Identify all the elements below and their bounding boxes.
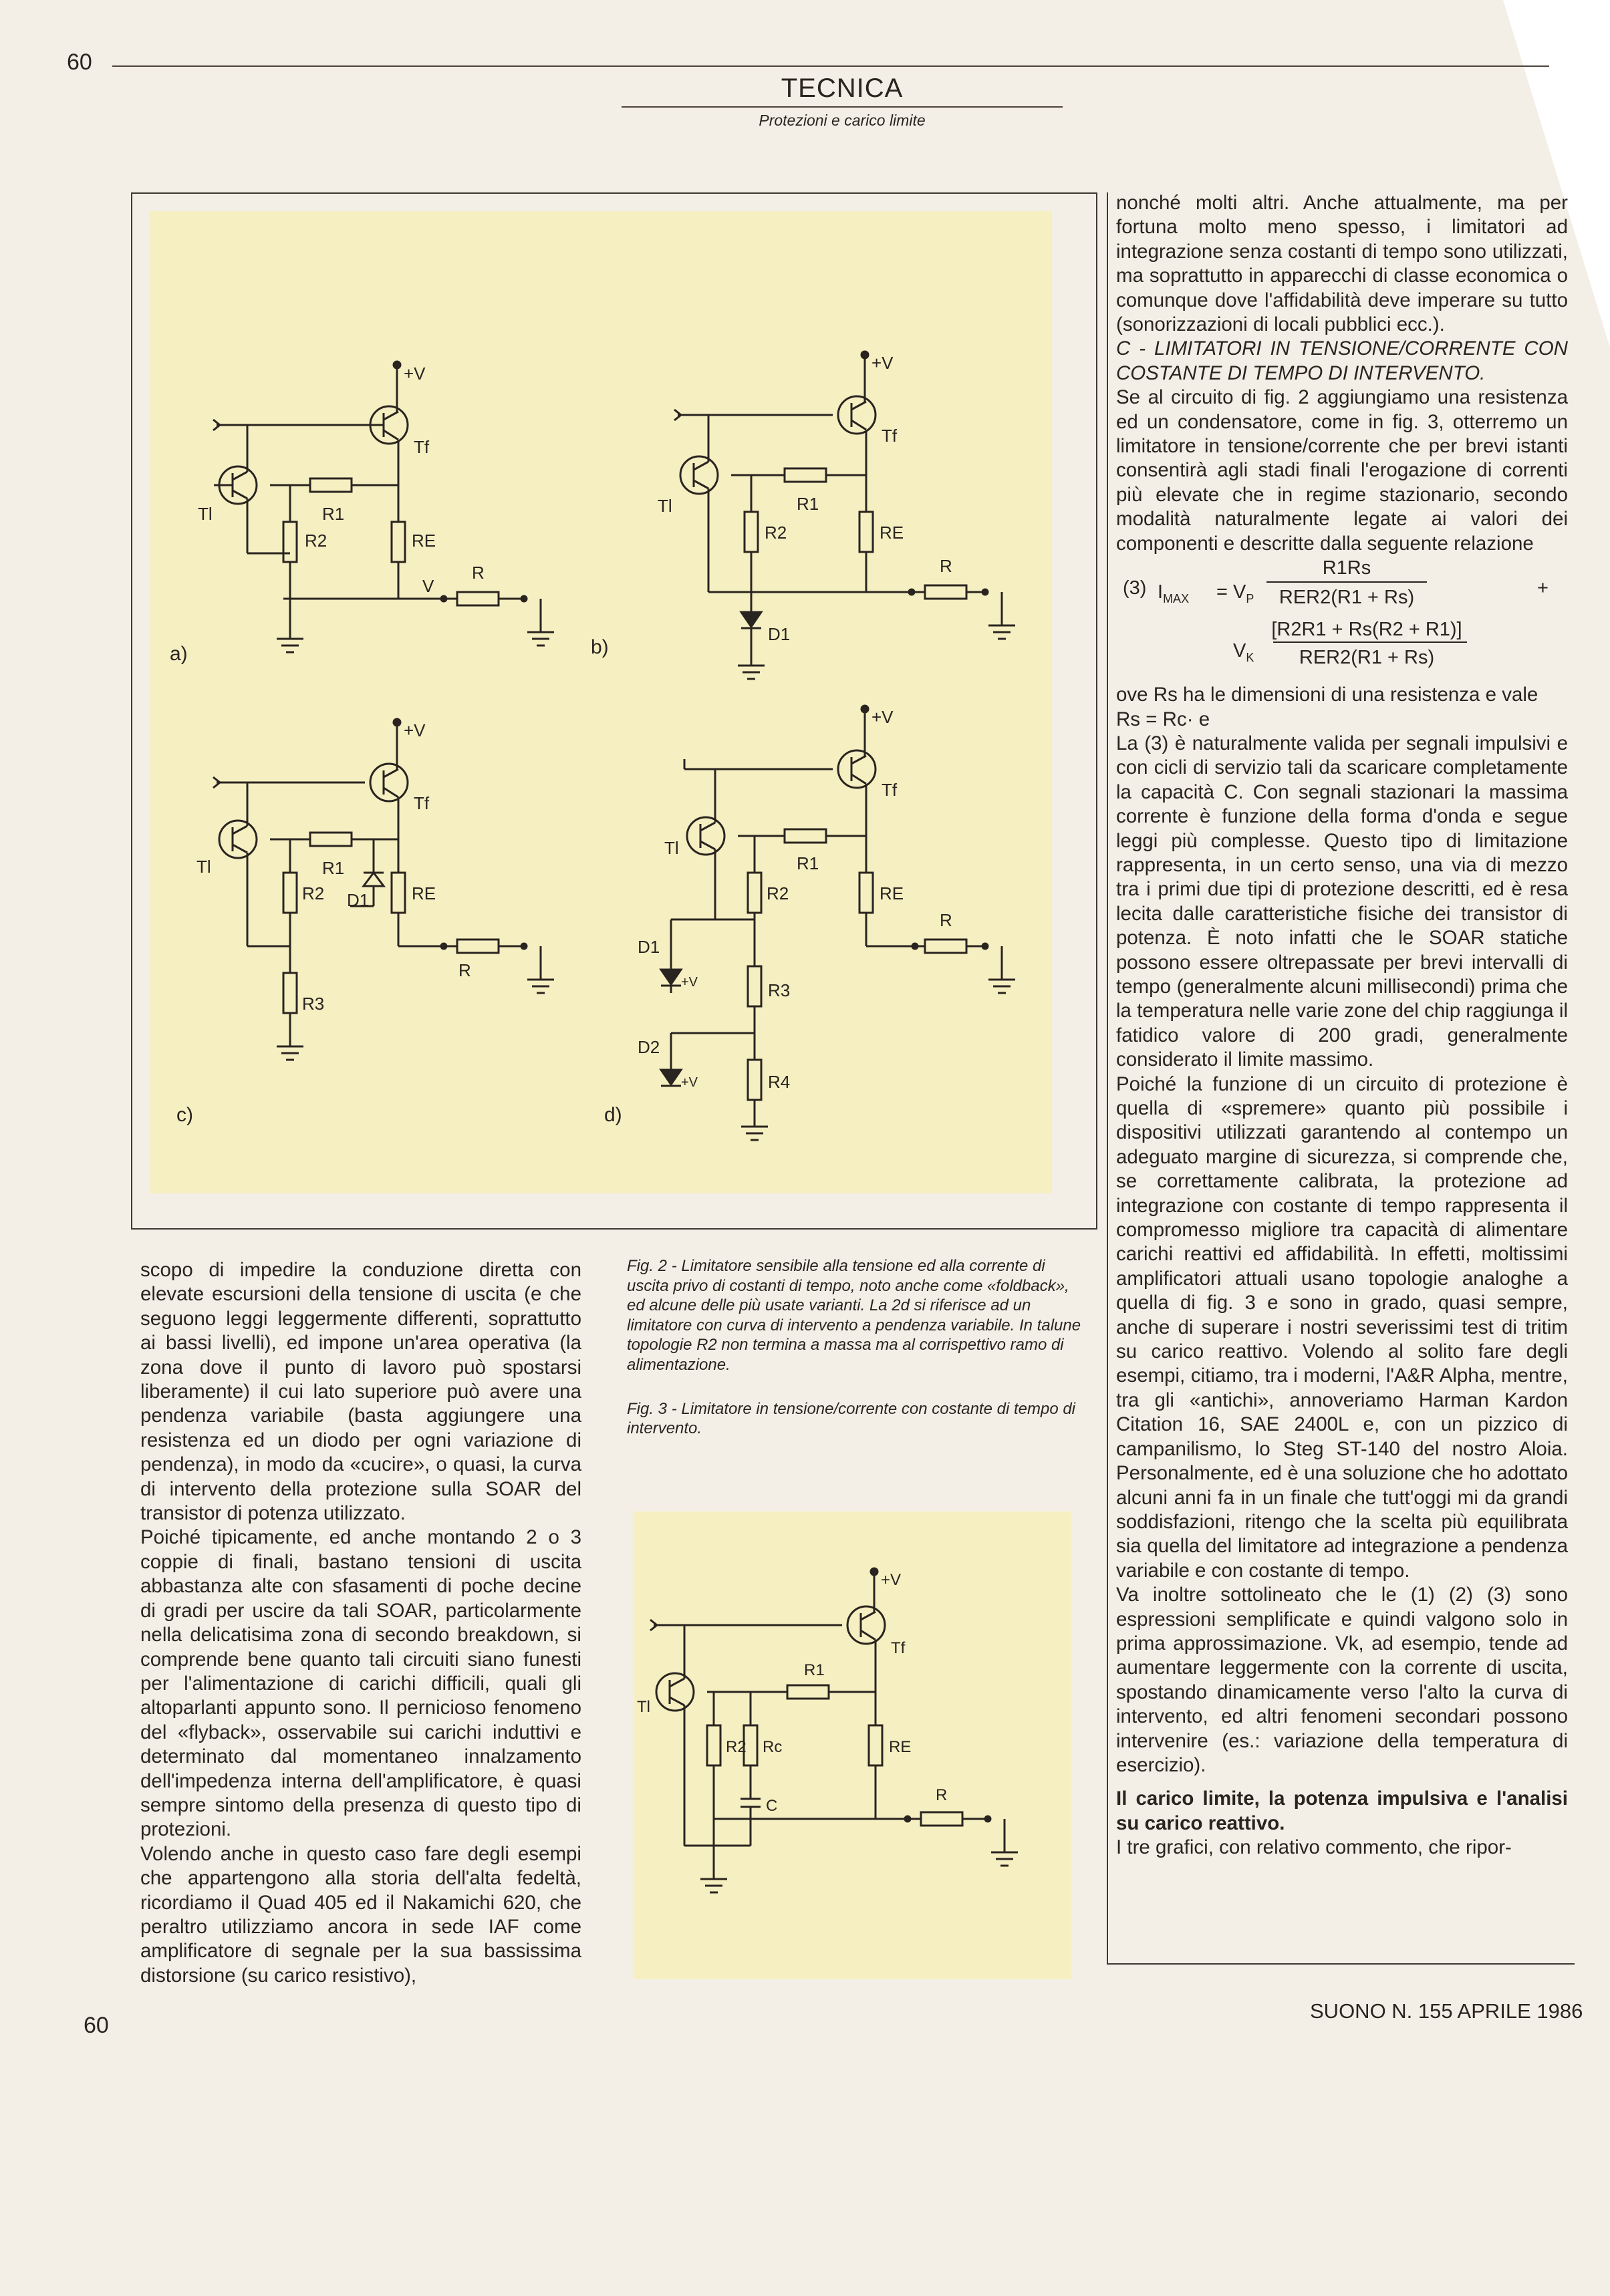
circuit-panel-c <box>176 719 554 1126</box>
label-vplus-b: +V <box>871 353 894 373</box>
eq-imax <box>1158 580 1189 611</box>
circuit-panel-d <box>604 706 1015 1140</box>
circuit-panel-a <box>170 362 554 665</box>
eq-vk-subscript: K <box>1246 650 1254 664</box>
label-r1-c: R1 <box>322 858 345 878</box>
fig3-label-r: R <box>936 1786 948 1804</box>
label-re-d: RE <box>880 883 904 903</box>
label-r-d: R <box>940 910 952 930</box>
page-number-bottom: 60 <box>84 2013 109 2038</box>
label-tl-d: Tl <box>664 838 679 858</box>
section-header <box>622 74 1063 130</box>
column-divider <box>1107 192 1108 1965</box>
eq-label: (3) <box>1123 577 1147 599</box>
label-re-a: RE <box>412 531 436 551</box>
fig3-label-rc: Rc <box>763 1738 783 1756</box>
col3-bold-heading: Il carico limite, la potenza impulsiva e l'analisi su carico reattivo. <box>1116 1787 1568 1834</box>
label-r2-a: R2 <box>305 531 327 551</box>
panel-label-a: a) <box>170 643 188 665</box>
column-3 <box>1116 191 1568 1860</box>
eq-imax-subscript: MAX <box>1163 591 1190 605</box>
fig3-label-r1: R1 <box>804 1661 825 1679</box>
eq-vp-symbol: = V <box>1216 581 1246 603</box>
label-r-c: R <box>458 960 471 980</box>
eq-den2: RER2(R1 + Rs) <box>1299 647 1435 669</box>
label-r1-a: R1 <box>322 504 345 524</box>
col3-heading-c: C - LIMITATORI IN TENSIONE/CORRENTE CON COSTANTE DI TEMPO DI INTERVENTO. <box>1116 337 1568 384</box>
label-tf-a: Tf <box>414 437 430 457</box>
eq-vk-symbol: V <box>1233 640 1246 662</box>
panel-label-d: d) <box>604 1104 622 1126</box>
journal-footer: SUONO N. 155 APRILE 1986 <box>1310 1999 1583 2023</box>
caption-fig-2: Fig. 2 - Limitatore sensibile alla tensione ed alla corrente di uscita privo di costanti di tempo, noto anche come «foldback», ed alcune delle più usate varianti. La 2d si riferisce ad un limitatore con curva di intervento a pendenza variabile. In talune topologie R2 non termina a massa ma al corrispettivo ramo di alimentazione. <box>627 1257 1081 1374</box>
label-r1-d: R1 <box>797 853 819 873</box>
label-r4-d: R4 <box>768 1072 791 1092</box>
fig3-label-re: RE <box>889 1738 912 1756</box>
eq-bar2 <box>1273 641 1467 643</box>
label-r-b: R <box>940 556 952 576</box>
col3-paragraph-6: Va inoltre sottolineato che le (1) (2) (3) sono espressioni semplificate e quindi valgono solo in prima approssimazione. Vk, ad esempio, tende ad aumentare leggermente con la corrente di uscita, spostando dinamicamente verso l'alto la curva di intervento, ed altri fenomeni secondari possono intervenire (es.: variazione della temperatura di esercizio). <box>1116 1584 1568 1776</box>
col3-paragraph-1: nonché molti altri. Anche attualmente, ma per fortuna molto meno spesso, i limitatori ad integrazione senza costanti di tempo sono utilizzati, ma soprattutto in apparecchi di classe economica o comunque dove l'affidabilità deve imperare su tutto (sonorizzazioni di locali pubblici ecc.). <box>1116 192 1568 336</box>
eq-vk <box>1233 639 1254 670</box>
section-title: TECNICA <box>781 74 904 103</box>
label-d1-c: D1 <box>347 890 370 910</box>
fig3-label-r2: R2 <box>726 1738 747 1756</box>
section-subtitle: Protezioni e carico limite <box>759 112 926 129</box>
label-r-a: R <box>472 563 485 583</box>
label-tf-d: Tf <box>882 780 898 800</box>
panel-label-c: c) <box>176 1104 193 1126</box>
figure-2-circuits <box>150 211 1052 1193</box>
label-r3-d: R3 <box>768 980 791 1000</box>
label-tf-b: Tf <box>882 426 898 446</box>
eq-vp <box>1216 580 1254 611</box>
eq-num1: R1Rs <box>1322 557 1371 579</box>
section-rule <box>622 106 1063 108</box>
label-re-b: RE <box>880 523 904 543</box>
column-1 <box>140 1258 581 1988</box>
label-r2-c: R2 <box>302 883 325 903</box>
figure-3-circuit <box>634 1512 1071 1979</box>
col3-paragraph-2: Se al circuito di fig. 2 aggiungiamo una resistenza ed un condensatore, come in fig. 3, otterremo un limitatore in tensione/corrente che per brevi istanti consentirà agli stadi finali l'erogazione di correnti più elevate che in regime stazionario, secondo modalità naturalmente legate ai valori dei componenti e descritte dalla seguente relazione <box>1116 386 1568 555</box>
label-r3-c: R3 <box>302 994 325 1014</box>
col3-rs-definition: Rs = Rc· e <box>1116 708 1210 730</box>
label-r2-d: R2 <box>767 883 789 903</box>
col1-paragraph-2: Poiché tipicamente, ed anche montando 2 o 3 coppie di finali, bastano tensioni di uscita abbastanza alte con sfasamenti di poche decine di gradi per uscire da tali SOAR, particolarmente nella delicatisima zona di secondo breakdown, si comprende bene quanto tali circuiti siano funesti per l'alimentazione di carichi difficili, quali gli altoparlanti appunto sono. Il pernicioso fenomeno del «flyback», osservabile sui carichi induttivi e determinato dal momentaneo innalzamento dell'impedenza interna dell'amplificatore, è quasi sempre sintomo della presenza di questo tipo di protezioni. <box>140 1526 581 1841</box>
label-d1-b: D1 <box>768 624 791 644</box>
label-vplus-c: +V <box>404 720 426 740</box>
label-re-c: RE <box>412 883 436 903</box>
label-vplus-d2: +V <box>681 1075 698 1090</box>
fig3-label-vplus: +V <box>881 1571 902 1589</box>
label-vplus-d1: +V <box>681 975 698 990</box>
label-d1-d: D1 <box>638 937 660 957</box>
col1-paragraph-1: scopo di impedire la conduzione diretta con elevate escursioni della tensione di uscita (e che seguono leggi leggermente differenti, soprattutto ai bassi livelli), ed impone un'area operativa (la zona dove il punto di lavoro può spostarsi liberamente) il cui lato superiore può avere una pendenza variabile (basta aggiungere una resistenza ed un diodo per ogni variazione di pendenza), in modo da «cucire», o quasi, la curva di intervento della protezione sulla SOAR del transistor di potenza utilizzato. <box>140 1259 581 1525</box>
fig3-label-tf: Tf <box>891 1639 906 1657</box>
col3-paragraph-4: La (3) è naturalmente valida per segnali impulsivi e con cicli di servizio tali da scaricare completamente la capacità C. Con segnali stazionari la massima corrente è funzione della forma d'onda e segue leggi più complesse. Questo tipo di limitazione rappresenta, in un certo senso, una via di mezzo tra i primi due tipi di protezione descritti, ed è resa lecita dalle caratteristiche fisiche dei transistor di potenza. È noto infatti che le SOAR statiche possono essere oltrepassate per brevi intervalli di tempo (generalmente alcuni millisecondi) prima che la temperatura nelle varie zone del chip raggiunga il fatidico valore di 200 gradi, generalmente considerato il limite massimo. <box>1116 732 1568 1071</box>
eq-den1: RER2(R1 + Rs) <box>1279 587 1415 609</box>
page-number-top: 60 <box>67 49 92 75</box>
label-v-a: V <box>422 576 434 596</box>
equation-3 <box>1116 556 1568 683</box>
col3-paragraph-7: I tre grafici, con relativo commento, che ripor- <box>1116 1836 1512 1859</box>
fig3-label-c: C <box>766 1797 778 1815</box>
label-d2-d: D2 <box>638 1037 660 1057</box>
label-r2-b: R2 <box>765 523 787 543</box>
captions <box>627 1256 1081 1463</box>
label-r1-b: R1 <box>797 494 819 514</box>
panel-label-b: b) <box>591 636 609 658</box>
fig3-label-tl: Tl <box>637 1698 650 1716</box>
label-vplus-d: +V <box>871 707 894 727</box>
eq-bar1 <box>1266 581 1427 583</box>
eq-imax-symbol: I <box>1158 581 1164 603</box>
label-tl-b: Tl <box>658 496 672 516</box>
label-tl-a: Tl <box>198 504 213 524</box>
label-vplus-a: +V <box>404 364 426 384</box>
eq-num2: [R2R1 + Rs(R2 + R1)] <box>1271 619 1462 641</box>
footer-rule <box>1107 1963 1575 1965</box>
label-tf-c: Tf <box>414 793 430 813</box>
col3-paragraph-5: Poiché la funzione di un circuito di protezione è quella di «spremere» quanto più possibile i dispositivi utilizzati garantendo al contempo un adeguato margine di sicurezza, si comprende che, se correttamente calibrata, la protezione ad integrazione con costante di tempo rappresenta il compromesso migliore tra capacità di alimentare carichi reattivi ed affidabilità. In effetti, moltissimi amplificatori attuali usano topologie analoghe a quella di fig. 3 e sono in grado, quasi sempre, anche di superare i nostri severissimi test di tritim su carico reattivo. Volendo al solito fare degli esempi, citiamo, tra i moderni, l'A&R Alpha, mentre, tra gli «antichi», annoveriamo Harman Kardon Citation 16, SAE 2400L e, con un pizzico di campanilismo, lo Steg ST-140 del nostro Aloia. Personalmente, ed è una soluzione che ho adottato alcuni anni fa in un finale che tutt'oggi mi da grandi soddisfazioni, ritengo che la scelta più equilibrata sia quella del limitatore ad integrazione a pendenza variabile e con costante di tempo. <box>1116 1072 1568 1582</box>
eq-vp-subscript: P <box>1246 591 1254 605</box>
caption-fig-3: Fig. 3 - Limitatore in tensione/corrente con costante di tempo di intervento. <box>627 1399 1076 1438</box>
eq-plus: + <box>1537 577 1549 599</box>
col1-paragraph-3: Volendo anche in questo caso fare degli esempi che appartengono alla storia dell'alta fedeltà, ricordiamo il Quad 405 ed il Nakamichi 620, che peraltro utilizziamo ancora in sede IAF come amplificatore di segnale per la sua bassissima distorsione (su carico resistivo), <box>140 1842 581 1987</box>
header-rule <box>112 65 1549 67</box>
label-tl-c: Tl <box>196 857 211 877</box>
col3-paragraph-3: ove Rs ha le dimensioni di una resistenza e vale <box>1116 684 1538 706</box>
circuit-panel-b <box>591 351 1015 679</box>
